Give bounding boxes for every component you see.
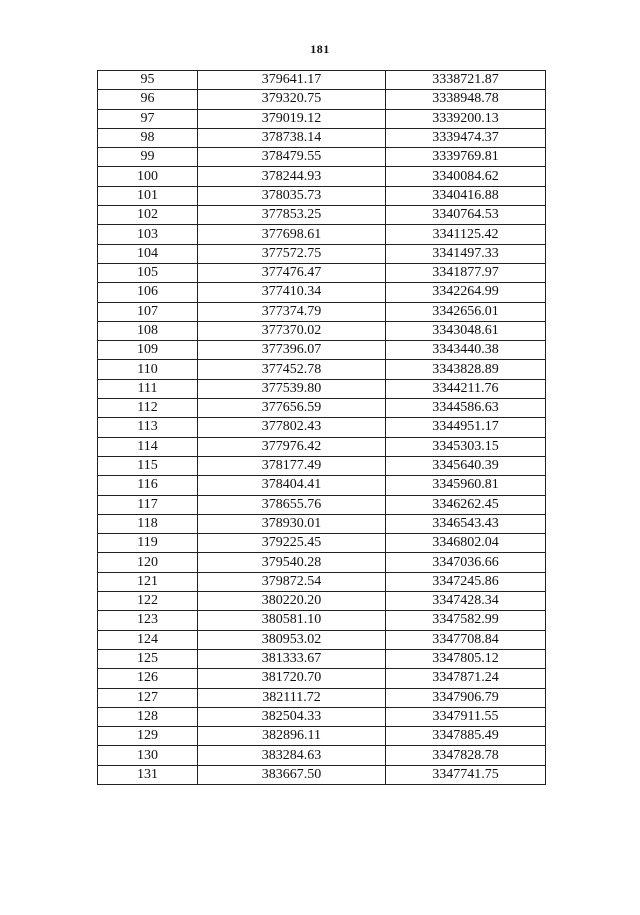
table-row — [98, 225, 546, 244]
x-coordinate-cell: 377853.25 — [198, 206, 386, 225]
point-number-cell: 96 — [98, 90, 198, 109]
point-number-cell: 119 — [98, 534, 198, 553]
x-coordinate-cell: 377396.07 — [198, 341, 386, 360]
table-row — [98, 572, 546, 591]
table-row — [98, 553, 546, 572]
table-row — [98, 476, 546, 495]
y-coordinate-cell: 3340084.62 — [386, 167, 546, 186]
point-number-cell: 100 — [98, 167, 198, 186]
point-number-cell: 117 — [98, 495, 198, 514]
y-coordinate-cell: 3346262.45 — [386, 495, 546, 514]
table-row — [98, 71, 546, 90]
point-number-cell: 128 — [98, 707, 198, 726]
y-coordinate-cell: 3338948.78 — [386, 90, 546, 109]
y-coordinate-cell: 3347805.12 — [386, 649, 546, 668]
table-row — [98, 418, 546, 437]
y-coordinate-cell: 3343440.38 — [386, 341, 546, 360]
y-coordinate-cell: 3347871.24 — [386, 669, 546, 688]
table-row — [98, 167, 546, 186]
table-row — [98, 649, 546, 668]
table-row — [98, 148, 546, 167]
coordinate-table — [97, 70, 546, 785]
y-coordinate-cell: 3346543.43 — [386, 514, 546, 533]
x-coordinate-cell: 378035.73 — [198, 186, 386, 205]
point-number-cell: 104 — [98, 244, 198, 263]
x-coordinate-cell: 379641.17 — [198, 71, 386, 90]
x-coordinate-cell: 379320.75 — [198, 90, 386, 109]
y-coordinate-cell: 3339474.37 — [386, 128, 546, 147]
y-coordinate-cell: 3347828.78 — [386, 746, 546, 765]
point-number-cell: 105 — [98, 263, 198, 282]
x-coordinate-cell: 377374.79 — [198, 302, 386, 321]
point-number-cell: 112 — [98, 399, 198, 418]
point-number-cell: 113 — [98, 418, 198, 437]
y-coordinate-cell: 3347428.34 — [386, 592, 546, 611]
table-row — [98, 379, 546, 398]
table-row — [98, 630, 546, 649]
x-coordinate-cell: 377476.47 — [198, 263, 386, 282]
y-coordinate-cell: 3346802.04 — [386, 534, 546, 553]
table-row — [98, 90, 546, 109]
y-coordinate-cell: 3340764.53 — [386, 206, 546, 225]
table-row — [98, 244, 546, 263]
x-coordinate-cell: 382896.11 — [198, 727, 386, 746]
table-row — [98, 765, 546, 784]
point-number-cell: 97 — [98, 109, 198, 128]
table-row — [98, 727, 546, 746]
table-row — [98, 128, 546, 147]
table-row — [98, 206, 546, 225]
point-number-cell: 103 — [98, 225, 198, 244]
x-coordinate-cell: 383667.50 — [198, 765, 386, 784]
table-row — [98, 688, 546, 707]
x-coordinate-cell: 379019.12 — [198, 109, 386, 128]
y-coordinate-cell: 3344211.76 — [386, 379, 546, 398]
point-number-cell: 131 — [98, 765, 198, 784]
table-row — [98, 341, 546, 360]
table-row — [98, 437, 546, 456]
x-coordinate-cell: 380581.10 — [198, 611, 386, 630]
point-number-cell: 101 — [98, 186, 198, 205]
y-coordinate-cell: 3347906.79 — [386, 688, 546, 707]
x-coordinate-cell: 380953.02 — [198, 630, 386, 649]
point-number-cell: 107 — [98, 302, 198, 321]
x-coordinate-cell: 377802.43 — [198, 418, 386, 437]
x-coordinate-cell: 380220.20 — [198, 592, 386, 611]
table-row — [98, 456, 546, 475]
point-number-cell: 118 — [98, 514, 198, 533]
point-number-cell: 122 — [98, 592, 198, 611]
point-number-cell: 125 — [98, 649, 198, 668]
table-row — [98, 263, 546, 282]
point-number-cell: 123 — [98, 611, 198, 630]
x-coordinate-cell: 379540.28 — [198, 553, 386, 572]
x-coordinate-cell: 377410.34 — [198, 283, 386, 302]
x-coordinate-cell: 382111.72 — [198, 688, 386, 707]
x-coordinate-cell: 378404.41 — [198, 476, 386, 495]
x-coordinate-cell: 381720.70 — [198, 669, 386, 688]
x-coordinate-cell: 377452.78 — [198, 360, 386, 379]
table-row — [98, 611, 546, 630]
x-coordinate-cell: 379872.54 — [198, 572, 386, 591]
x-coordinate-cell: 377656.59 — [198, 399, 386, 418]
y-coordinate-cell: 3342264.99 — [386, 283, 546, 302]
y-coordinate-cell: 3339769.81 — [386, 148, 546, 167]
point-number-cell: 130 — [98, 746, 198, 765]
point-number-cell: 120 — [98, 553, 198, 572]
table-row — [98, 321, 546, 340]
table-row — [98, 109, 546, 128]
x-coordinate-cell: 377976.42 — [198, 437, 386, 456]
point-number-cell: 109 — [98, 341, 198, 360]
y-coordinate-cell: 3347036.66 — [386, 553, 546, 572]
y-coordinate-cell: 3343048.61 — [386, 321, 546, 340]
y-coordinate-cell: 3347741.75 — [386, 765, 546, 784]
point-number-cell: 127 — [98, 688, 198, 707]
y-coordinate-cell: 3345640.39 — [386, 456, 546, 475]
point-number-cell: 124 — [98, 630, 198, 649]
x-coordinate-cell: 378479.55 — [198, 148, 386, 167]
x-coordinate-cell: 377698.61 — [198, 225, 386, 244]
x-coordinate-cell: 382504.33 — [198, 707, 386, 726]
coordinate-table-body — [98, 71, 546, 785]
table-row — [98, 746, 546, 765]
x-coordinate-cell: 378930.01 — [198, 514, 386, 533]
table-row — [98, 669, 546, 688]
table-row — [98, 534, 546, 553]
point-number-cell: 121 — [98, 572, 198, 591]
y-coordinate-cell: 3338721.87 — [386, 71, 546, 90]
table-row — [98, 360, 546, 379]
point-number-cell: 108 — [98, 321, 198, 340]
x-coordinate-cell: 378655.76 — [198, 495, 386, 514]
point-number-cell: 106 — [98, 283, 198, 302]
point-number-cell: 110 — [98, 360, 198, 379]
y-coordinate-cell: 3347582.99 — [386, 611, 546, 630]
y-coordinate-cell: 3347708.84 — [386, 630, 546, 649]
y-coordinate-cell: 3347245.86 — [386, 572, 546, 591]
point-number-cell: 115 — [98, 456, 198, 475]
point-number-cell: 98 — [98, 128, 198, 147]
x-coordinate-cell: 379225.45 — [198, 534, 386, 553]
y-coordinate-cell: 3347885.49 — [386, 727, 546, 746]
y-coordinate-cell: 3341877.97 — [386, 263, 546, 282]
x-coordinate-cell: 381333.67 — [198, 649, 386, 668]
y-coordinate-cell: 3341497.33 — [386, 244, 546, 263]
table-row — [98, 707, 546, 726]
table-row — [98, 399, 546, 418]
y-coordinate-cell: 3342656.01 — [386, 302, 546, 321]
y-coordinate-cell: 3344951.17 — [386, 418, 546, 437]
table-row — [98, 186, 546, 205]
point-number-cell: 126 — [98, 669, 198, 688]
x-coordinate-cell: 377539.80 — [198, 379, 386, 398]
y-coordinate-cell: 3347911.55 — [386, 707, 546, 726]
y-coordinate-cell: 3343828.89 — [386, 360, 546, 379]
y-coordinate-cell: 3345303.15 — [386, 437, 546, 456]
point-number-cell: 116 — [98, 476, 198, 495]
point-number-cell: 114 — [98, 437, 198, 456]
table-row — [98, 495, 546, 514]
point-number-cell: 129 — [98, 727, 198, 746]
table-row — [98, 514, 546, 533]
point-number-cell: 111 — [98, 379, 198, 398]
y-coordinate-cell: 3345960.81 — [386, 476, 546, 495]
x-coordinate-cell: 378738.14 — [198, 128, 386, 147]
y-coordinate-cell: 3341125.42 — [386, 225, 546, 244]
table-row — [98, 283, 546, 302]
page-number: 181 — [310, 42, 330, 56]
x-coordinate-cell: 377572.75 — [198, 244, 386, 263]
table-row — [98, 302, 546, 321]
y-coordinate-cell: 3339200.13 — [386, 109, 546, 128]
point-number-cell: 99 — [98, 148, 198, 167]
table-row — [98, 592, 546, 611]
x-coordinate-cell: 378244.93 — [198, 167, 386, 186]
x-coordinate-cell: 377370.02 — [198, 321, 386, 340]
y-coordinate-cell: 3344586.63 — [386, 399, 546, 418]
x-coordinate-cell: 378177.49 — [198, 456, 386, 475]
y-coordinate-cell: 3340416.88 — [386, 186, 546, 205]
x-coordinate-cell: 383284.63 — [198, 746, 386, 765]
point-number-cell: 95 — [98, 71, 198, 90]
point-number-cell: 102 — [98, 206, 198, 225]
